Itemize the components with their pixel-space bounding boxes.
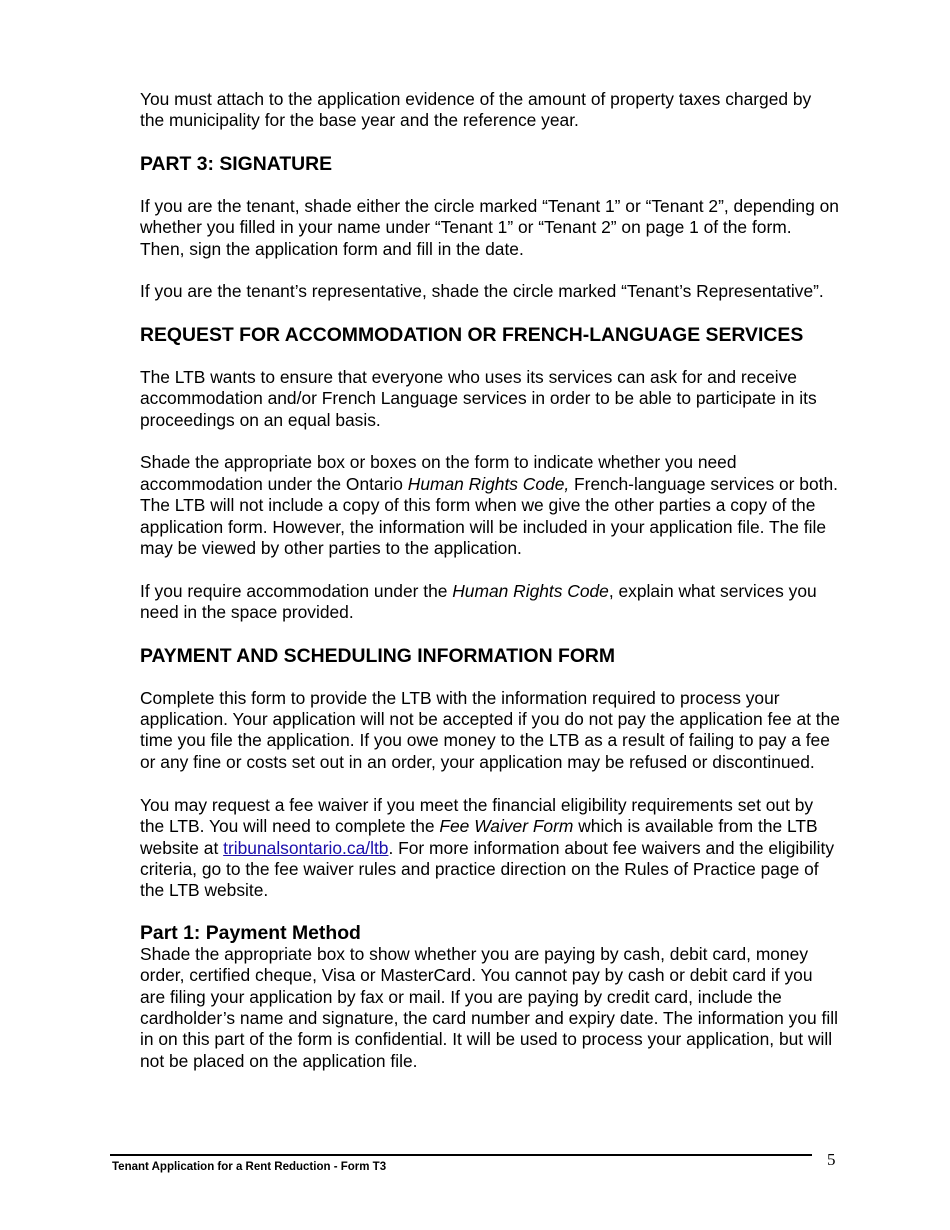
part3-heading: PART 3: SIGNATURE	[140, 152, 333, 175]
accommodation-paragraph-1: The LTB wants to ensure that everyone who uses its services can ask for and receive accommodation and/or French Language services in order to be able to participate in its proceedings on an equal basis.	[140, 366, 817, 430]
ltb-website-link[interactable]: tribunalsontario.ca/ltb	[223, 837, 389, 858]
intro-paragraph: You must attach to the application evidence of the amount of property taxes charged by the municipality for the base year and the reference year.	[140, 89, 812, 131]
part3-paragraph-1: If you are the tenant, shade either the circle marked “Tenant 1” or “Tenant 2”, depending on whether you filled in your name under “Tenant 1” or “Tenant 2” on page 1 of the form. Then, sign the application form and fill in the date.	[140, 195, 839, 259]
part1-heading: Part 1: Payment Method	[140, 921, 361, 944]
accommodation-paragraph-2: Shade the appropriate box or boxes on the form to indicate whether you need accommodation under the Ontario Human Rights Code, French-language services or both. The LTB will not include a copy of this form when we give the other parties a copy of the application form. However, the information will be included in your application file. The file may be viewed by other parties to the application.	[140, 452, 838, 559]
accommodation-heading: REQUEST FOR ACCOMMODATION OR FRENCH-LANGUAGE SERVICES	[140, 323, 804, 346]
part3-paragraph-2: If you are the tenant’s representative, shade the circle marked “Tenant’s Representative”.	[140, 281, 824, 302]
payment-heading: PAYMENT AND SCHEDULING INFORMATION FORM	[140, 644, 616, 667]
page-number: 5	[827, 1150, 836, 1169]
footer-divider	[110, 1154, 812, 1156]
document-body	[140, 89, 840, 1072]
footer-form-title: Tenant Application for a Rent Reduction - Form T3	[112, 1161, 387, 1173]
part1-paragraph: Shade the appropriate box to show whether you are paying by cash, debit card, money order, certified cheque, Visa or MasterCard. You cannot pay by cash or debit card if you are filing your application by fax or mail. If you are paying by credit card, include the cardholder’s name and signature, the card number and expiry date. The information you fill in on this part of the form is confidential. It will be used to process your application, but will not be placed on the application file.	[140, 943, 838, 1071]
payment-paragraph-2: You may request a fee waiver if you meet the financial eligibility requirements set out by the LTB. You will need to complete the Fee Waiver Form which is available from the LTB website at tribunalsontario.ca/ltb. For more information about fee waivers and the eligibility criteria, go to the fee waiver rules and practice direction on the Rules of Practice page of the LTB website.	[140, 794, 835, 901]
accommodation-paragraph-3: If you require accommodation under the Human Rights Code, explain what services you need in the space provided.	[140, 580, 817, 623]
payment-paragraph-1: Complete this form to provide the LTB with the information required to process your application. Your application will not be accepted if you do not pay the application fee at the time you file the application. If you owe money to the LTB as a result of failing to pay a fee or any fine or costs set out in an order, your application may be refused or discontinued.	[140, 687, 840, 772]
